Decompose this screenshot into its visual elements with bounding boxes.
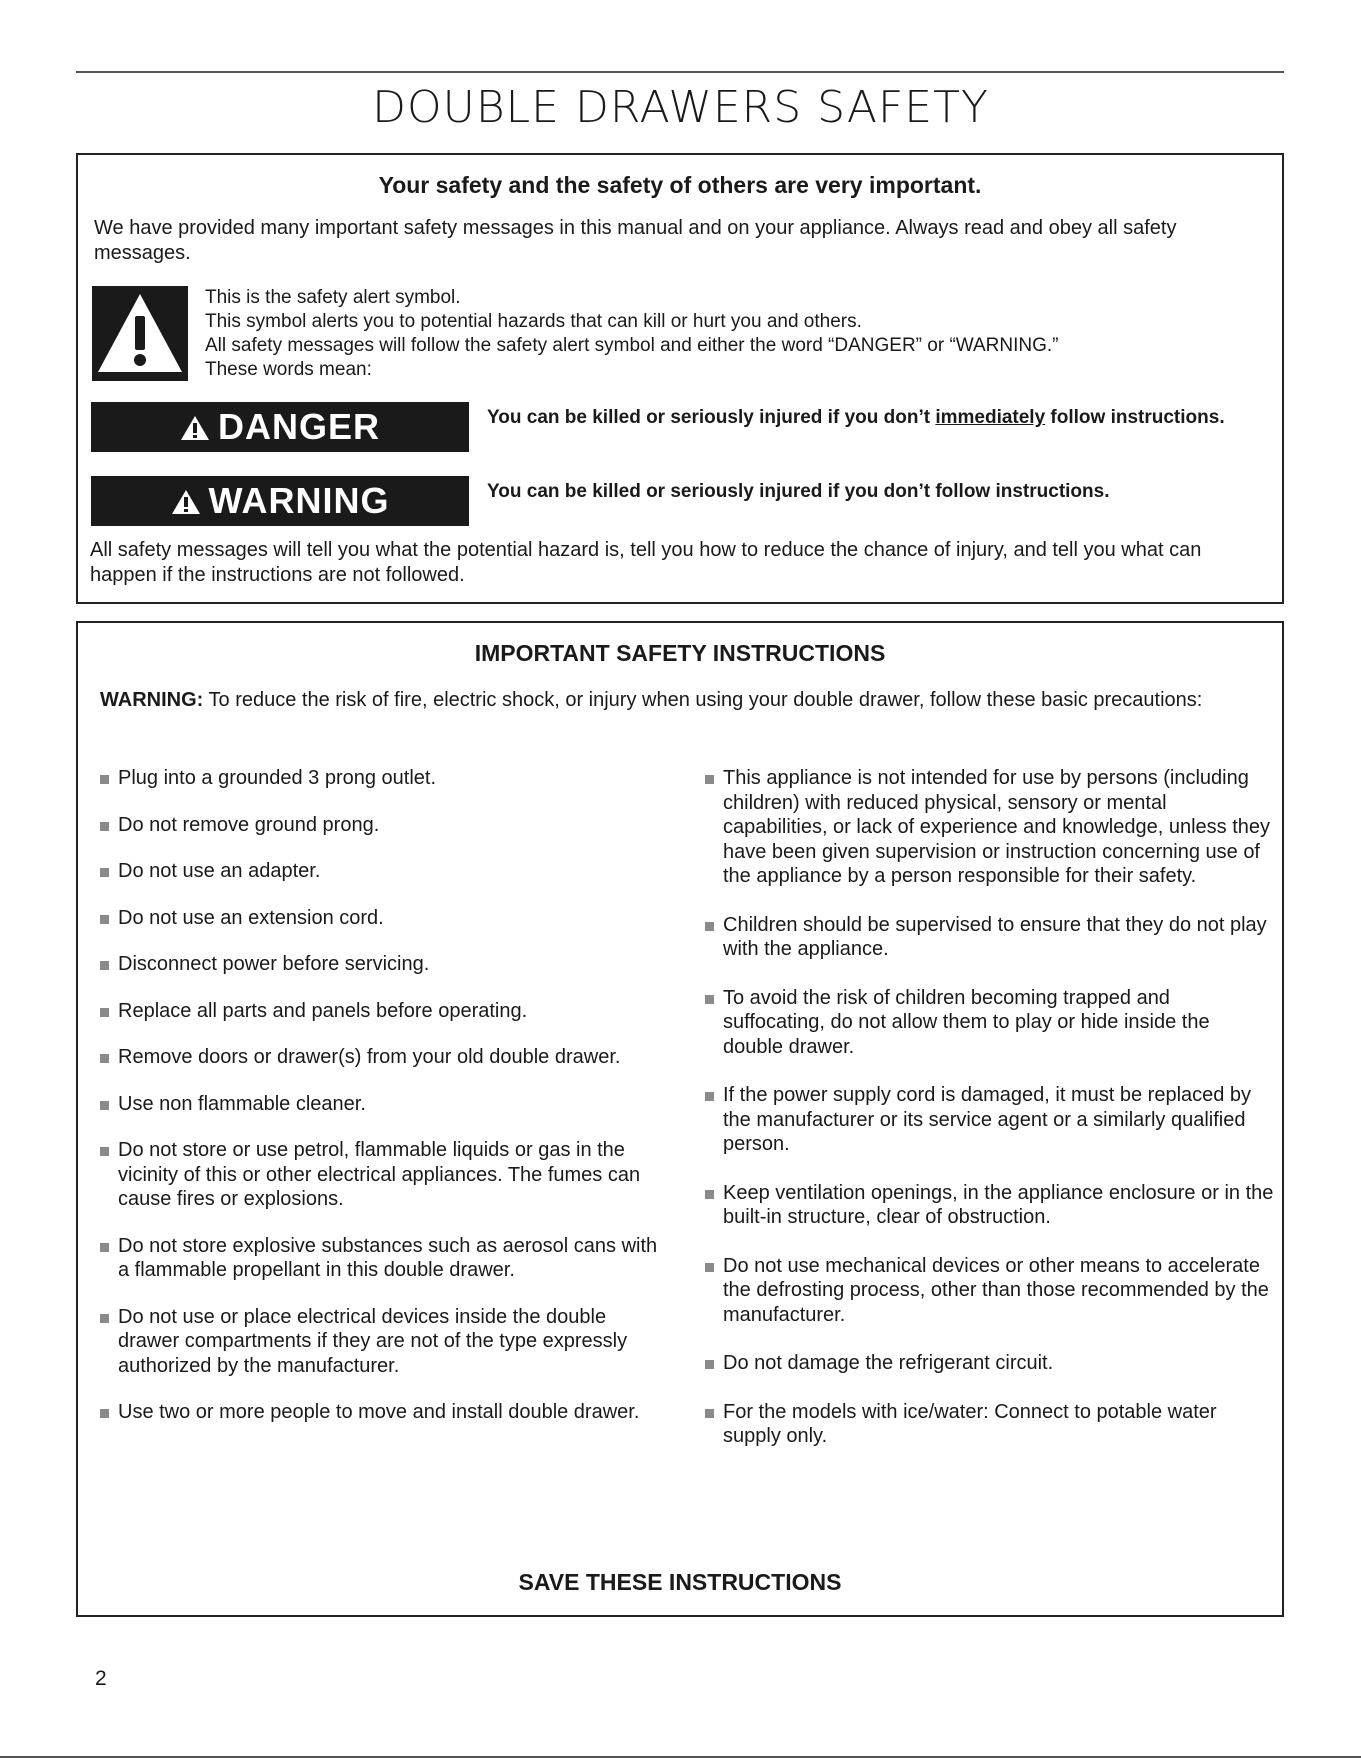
list-item: Do not use mechanical devices or other means to accelerate the defrosting process, other than those recommended by the manufacturer. [705,1254,1275,1328]
safety-footer: All safety messages will tell you what the potential hazard is, tell you how to reduce the chance of injury, and tell you what can happen if the instructions are not followed. [90,539,1202,586]
list-item: Remove doors or drawer(s) from your old double drawer. [100,1045,670,1070]
alert-line: All safety messages will follow the safety alert symbol and either the word “DANGER” or “WARNING.” [205,335,1059,356]
bottom-rule [0,1756,1361,1758]
warning-signal-word [91,476,469,526]
top-rule [76,71,1284,73]
list-item: For the models with ice/water: Connect to potable water supply only. [705,1400,1275,1449]
safety-alert-icon [92,286,188,381]
list-item: Use two or more people to move and install double drawer. [100,1400,670,1425]
danger-text-part: follow instructions. [1045,407,1225,428]
list-item: Do not store explosive substances such as aerosol cans with a flammable propellant in this double drawer. [100,1234,670,1283]
danger-signal-word [91,402,469,452]
alert-line: These words mean: [205,359,372,380]
safety-message-box [76,153,1284,604]
page-number: 2 [95,1667,107,1690]
safety-heading: Your safety and the safety of others are very important. [378,172,982,198]
warning-intro [100,687,1260,713]
danger-text-underlined: immediately [935,407,1046,428]
warning-label-text: WARNING [208,480,390,521]
warning-label: WARNING: [100,689,204,711]
warning-triangle-icon [180,414,210,442]
list-item: Disconnect power before servicing. [100,952,670,977]
list-item: If the power supply cord is damaged, it must be replaced by the manufacturer or its service agent or a similarly qualified person. [705,1083,1275,1157]
list-item: Do not store or use petrol, flammable liquids or gas in the vicinity of this or other electrical appliances. The fumes can cause fires or explosions. [100,1138,670,1212]
danger-text-part: You can be killed or seriously injured if you don’t [487,407,936,428]
warning-triangle-icon [171,488,201,516]
list-item: Do not use or place electrical devices inside the double drawer compartments if they are not of the type expressly authorized by the manufacturer. [100,1305,670,1379]
list-item: Do not remove ground prong. [100,813,670,838]
danger-description [487,406,1247,430]
left-precautions-list [100,766,670,1447]
page-title: DOUBLE DRAWERS SAFETY [372,82,989,133]
list-item: Children should be supervised to ensure that they do not play with the appliance. [705,913,1275,962]
list-item: Keep ventilation openings, in the appliance enclosure or in the built-in structure, clear of obstruction. [705,1181,1275,1230]
danger-label-text: DANGER [217,406,380,447]
alert-line: This is the safety alert symbol. [205,287,461,308]
list-item: Replace all parts and panels before operating. [100,999,670,1024]
save-instructions-heading: SAVE THESE INSTRUCTIONS [518,1569,842,1595]
list-item: To avoid the risk of children becoming trapped and suffocating, do not allow them to play or hide inside the double drawer. [705,986,1275,1060]
list-item: Do not use an adapter. [100,859,670,884]
list-item: Use non flammable cleaner. [100,1092,670,1117]
alert-line: This symbol alerts you to potential hazards that can kill or hurt you and others. [205,311,862,332]
safety-intro: We have provided many important safety messages in this manual and on your appliance. Always read and obey all safety messages. [94,217,1177,264]
list-item: Do not use an extension cord. [100,906,670,931]
list-item: This appliance is not intended for use by persons (including children) with reduced physical, sensory or mental capabilities, or lack of experience and knowledge, unless they have been given supervision or instruction concerning use of the appliance by a person responsible for their safety. [705,766,1275,889]
warning-intro-text: To reduce the risk of fire, electric shock, or injury when using your double drawer, follow these basic precautions: [203,689,1203,711]
list-item: Plug into a grounded 3 prong outlet. [100,766,670,791]
instructions-box [76,621,1284,1617]
warning-description: You can be killed or seriously injured if you don’t follow instructions. [487,481,1110,502]
instructions-heading: IMPORTANT SAFETY INSTRUCTIONS [474,640,886,666]
right-precautions-list [705,766,1275,1473]
alert-symbol-explanation [205,286,1255,382]
list-item: Do not damage the refrigerant circuit. [705,1351,1275,1376]
